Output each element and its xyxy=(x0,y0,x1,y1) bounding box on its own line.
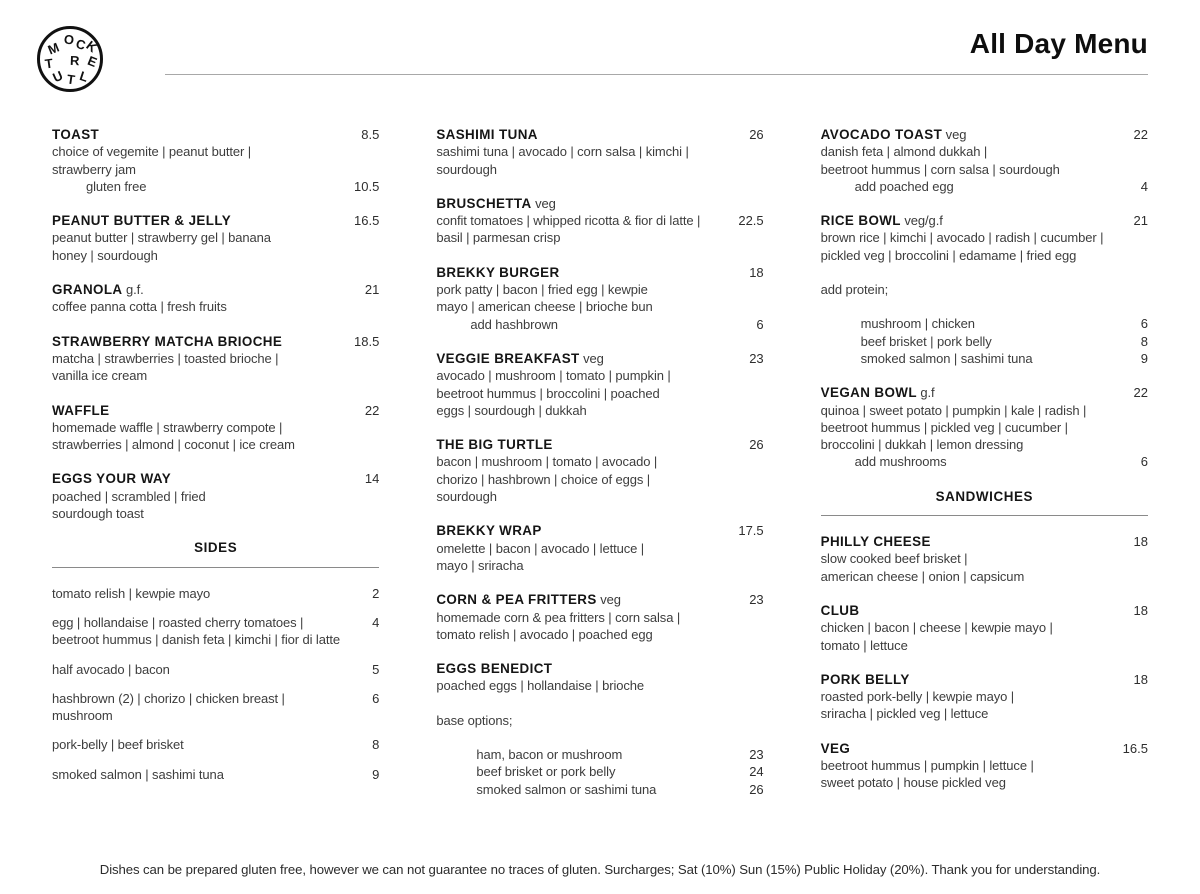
desc-text: matcha | strawberries | toasted brioche | xyxy=(52,350,279,366)
desc-text: tomato | lettuce xyxy=(820,637,908,653)
menu-item xyxy=(52,126,379,195)
menu-item-title-row xyxy=(52,333,379,350)
menu-item-title-row xyxy=(436,591,763,608)
addon-price: 4 xyxy=(1137,178,1148,195)
desc-text: beetroot hummus | broccolini | poached xyxy=(436,385,660,401)
footer-note: Dishes can be prepared gluten free, however we can not guarantee no traces of gluten. Surcharges; Sat (10%) Sun (15%) Public Holiday (20%). Thank you for understanding. xyxy=(99,862,1101,877)
addon-label: gluten free xyxy=(86,178,147,194)
sides-item xyxy=(52,766,379,783)
desc-text: beetroot hummus | pickled veg | cucumber | xyxy=(820,419,1068,435)
desc-text: poached eggs | hollandaise | brioche xyxy=(436,678,645,694)
desc-text: bacon | mushroom | tomato | avocado | xyxy=(436,454,658,470)
menu-item xyxy=(52,402,379,454)
menu-item-desc-line xyxy=(821,568,1148,585)
menu-item-title-row xyxy=(436,660,763,677)
desc-text: sriracha | pickled veg | lettuce xyxy=(820,706,989,722)
menu-item-title-row xyxy=(436,264,763,281)
menu-item-title-row xyxy=(52,402,379,419)
menu-item-name: CLUB xyxy=(820,602,860,618)
addon-price: 6 xyxy=(752,316,763,333)
sides-item-line xyxy=(52,690,379,707)
menu-item-name: VEGAN BOWL xyxy=(820,385,917,401)
menu-item xyxy=(52,281,379,316)
menu-item-desc-line xyxy=(436,626,763,643)
sides-item-line xyxy=(52,707,379,724)
section-divider xyxy=(52,567,379,568)
menu-item-price: 18.5 xyxy=(350,333,379,350)
logo-letter: O xyxy=(63,31,75,48)
menu-item-desc-line xyxy=(821,637,1148,654)
desc-text: coffee panna cotta | fresh fruits xyxy=(52,299,227,315)
menu-item-desc-line xyxy=(436,143,763,160)
menu-item-desc-line xyxy=(436,471,763,488)
desc-text: hashbrown (2) | chorizo | chicken breast | xyxy=(52,690,285,706)
menu-item-price: 18 xyxy=(1130,533,1148,550)
page-title: All Day Menu xyxy=(969,28,1148,59)
menu-item-name: GRANOLA xyxy=(52,282,123,298)
menu-item-price: 26 xyxy=(745,126,763,143)
menu-item-desc-line xyxy=(821,688,1148,705)
menu-item xyxy=(436,591,763,643)
menu-item-name: CORN & PEA FRITTERS xyxy=(436,592,597,608)
menu-item-desc-line xyxy=(52,247,379,264)
menu-item-diet-tag: veg xyxy=(596,592,621,608)
menu-item-desc-line xyxy=(821,402,1148,419)
menu-item xyxy=(821,384,1148,470)
menu-item-desc-line xyxy=(436,281,763,298)
menu-item-price: 26 xyxy=(745,436,763,453)
menu-item-desc-line xyxy=(821,757,1148,774)
desc-text: american cheese | onion | capsicum xyxy=(820,568,1025,584)
options-price: 24 xyxy=(745,763,763,780)
menu-item-price: 23 xyxy=(745,350,763,367)
sides-item-price: 2 xyxy=(368,585,379,602)
sides-item xyxy=(52,690,379,725)
menu-item-desc-line xyxy=(436,557,763,574)
options-list xyxy=(436,746,763,798)
logo-letter: M xyxy=(45,39,62,58)
menu-item-name: BREKKY WRAP xyxy=(436,523,542,539)
menu-item-title-row xyxy=(52,281,379,298)
addon-label: add hashbrown xyxy=(470,316,558,332)
menu-item-desc-line xyxy=(821,619,1148,636)
menu-column-2 xyxy=(436,126,763,815)
menu-item-desc-line xyxy=(436,212,763,229)
menu-item-desc-line xyxy=(52,350,379,367)
menu-item xyxy=(436,126,763,178)
addon-price: 6 xyxy=(1137,453,1148,470)
menu-item-desc-line xyxy=(436,488,763,505)
sides-item-line xyxy=(52,661,379,678)
menu-item xyxy=(52,212,379,264)
desc-text: avocado | mushroom | tomato | pumpkin | xyxy=(436,368,671,384)
options-note: base options; xyxy=(436,712,513,728)
menu-item-desc-line xyxy=(52,488,379,505)
menu-item-desc-line xyxy=(436,402,763,419)
menu-item xyxy=(821,602,1148,654)
options-label: beef brisket or pork belly xyxy=(476,764,616,780)
section-heading: SIDES xyxy=(194,540,238,556)
menu-item-desc-line xyxy=(436,298,763,315)
menu-item-desc-line xyxy=(436,385,763,402)
options-price: 23 xyxy=(745,746,763,763)
section-divider xyxy=(821,515,1148,516)
options-price: 26 xyxy=(745,781,763,798)
menu-item-diet-tag: veg xyxy=(942,127,967,142)
menu-item-desc-line xyxy=(821,705,1148,722)
desc-text: tomato relish | kewpie mayo xyxy=(52,585,211,601)
desc-text: homemade corn & pea fritters | corn salsa | xyxy=(436,609,681,625)
menu-item-price: 16.5 xyxy=(350,212,379,229)
menu-item-name: PEANUT BUTTER & JELLY xyxy=(52,213,232,229)
desc-text: omelette | bacon | avocado | lettuce | xyxy=(436,540,645,556)
menu-item-price: 18 xyxy=(745,264,763,281)
sides-item-price: 9 xyxy=(368,766,379,783)
desc-text: homemade waffle | strawberry compote | xyxy=(52,419,283,435)
menu-item-price: 16.5 xyxy=(1119,740,1148,757)
menu-item-name: RICE BOWL xyxy=(820,213,901,229)
desc-text: choice of vegemite | peanut butter | xyxy=(52,144,251,160)
desc-text: eggs | sourdough | dukkah xyxy=(436,402,587,418)
menu-item-title-row xyxy=(821,671,1148,688)
desc-text: confit tomatoes | whipped ricotta & fior di latte | xyxy=(436,213,701,229)
menu-item-name: THE BIG TURTLE xyxy=(436,437,553,453)
menu-item-name: EGGS YOUR WAY xyxy=(52,471,172,487)
menu-item-title-row xyxy=(52,126,379,143)
menu-item-price: 8.5 xyxy=(357,126,379,143)
desc-text: strawberry jam xyxy=(52,161,136,177)
menu-item-title-row xyxy=(821,533,1148,550)
desc-text: danish feta | almond dukkah | xyxy=(820,144,988,160)
sides-item-price: 5 xyxy=(368,661,379,678)
desc-text: broccolini | dukkah | lemon dressing xyxy=(820,437,1024,453)
sides-item-price: 4 xyxy=(368,614,379,631)
logo-letter: K xyxy=(83,37,101,56)
desc-text: half avocado | bacon xyxy=(52,661,170,677)
menu-item-desc-line xyxy=(52,419,379,436)
options-row xyxy=(436,781,763,798)
menu-item-desc-line xyxy=(52,505,379,522)
menu-item-diet-tag: veg/g.f xyxy=(900,213,943,229)
sides-item-line xyxy=(52,736,379,753)
menu-item-name: AVOCADO TOAST xyxy=(820,127,943,142)
desc-text: pork-belly | beef brisket xyxy=(52,737,184,753)
sides-item xyxy=(52,585,379,602)
desc-text: chorizo | hashbrown | choice of eggs | xyxy=(436,471,651,487)
menu-item-diet-tag: veg xyxy=(531,195,556,211)
desc-text: mayo | sriracha xyxy=(436,557,524,573)
menu-item-price: 21 xyxy=(361,281,379,298)
menu-item-desc-line xyxy=(821,550,1148,567)
menu-item-price: 17.5 xyxy=(734,522,763,539)
sides-item xyxy=(52,736,379,753)
logo-letter: R xyxy=(69,52,80,69)
menu-item-addon xyxy=(436,316,763,333)
menu-item-title-row xyxy=(436,522,763,539)
menu-item-price: 14 xyxy=(361,470,379,487)
menu-item xyxy=(436,436,763,505)
desc-text: pickled veg | broccolini | edamame | fried egg xyxy=(820,247,1077,263)
options-row xyxy=(436,763,763,780)
desc-text: vanilla ice cream xyxy=(52,368,148,384)
menu-item-desc-line xyxy=(52,298,379,315)
logo-mark xyxy=(37,26,103,92)
desc-text: chicken | bacon | cheese | kewpie mayo | xyxy=(820,620,1053,636)
sides-item-line xyxy=(52,766,379,783)
menu-item-desc-line xyxy=(52,229,379,246)
logo-letter: T xyxy=(65,71,76,88)
menu-item-desc-line xyxy=(436,540,763,557)
menu-item-title-row xyxy=(821,126,1148,143)
menu-item-name: PHILLY CHEESE xyxy=(820,534,931,550)
sides-item-line xyxy=(52,585,379,602)
menu-item-title-row xyxy=(436,350,763,367)
menu-item xyxy=(821,740,1148,792)
options-note: add protein; xyxy=(820,282,889,298)
menu-item-diet-tag: veg xyxy=(579,350,604,366)
menu-item xyxy=(436,522,763,574)
menu-item-desc-line xyxy=(821,229,1148,246)
menu-item-desc-line xyxy=(52,436,379,453)
menu-item-price: 18 xyxy=(1130,602,1148,619)
menu-item-title-row xyxy=(436,126,763,143)
desc-text: pork patty | bacon | fried egg | kewpie xyxy=(436,282,648,298)
menu-item-name: PORK BELLY xyxy=(820,671,910,687)
menu-item-desc-line xyxy=(52,367,379,384)
menu-item-name: VEG xyxy=(820,740,851,756)
desc-text: basil | parmesan crisp xyxy=(436,230,561,246)
menu-item-price: 22 xyxy=(1130,126,1148,143)
logo-letter: U xyxy=(50,67,66,86)
menu-item xyxy=(821,126,1148,195)
desc-text: beetroot hummus | danish feta | kimchi | fior di latte xyxy=(52,632,340,648)
menu-item-desc-line xyxy=(821,436,1148,453)
desc-text: smoked salmon | sashimi tuna xyxy=(52,766,224,782)
menu-item-desc-line xyxy=(821,247,1148,264)
menu-item-name: BRUSCHETTA xyxy=(436,195,532,211)
menu-item-desc-line xyxy=(821,774,1148,791)
desc-text: sweet potato | house pickled veg xyxy=(820,775,1006,791)
menu-item-name: VEGGIE BREAKFAST xyxy=(436,350,580,366)
menu-item-name: SASHIMI TUNA xyxy=(436,127,538,142)
menu-item-desc-line xyxy=(436,161,763,178)
menu-item-addon xyxy=(52,178,379,195)
menu-item-title-row xyxy=(821,602,1148,619)
options-label: mushroom | chicken xyxy=(860,316,975,332)
menu-item xyxy=(821,533,1148,585)
menu-item-title-row xyxy=(436,436,763,453)
options-row xyxy=(821,333,1148,350)
menu-item-title-row xyxy=(52,470,379,487)
menu-item-price: 22 xyxy=(1130,384,1148,401)
options-label: smoked salmon or sashimi tuna xyxy=(476,781,657,797)
addon-price: 10.5 xyxy=(350,178,379,195)
menu-item-diet-tag: g.f. xyxy=(122,282,144,298)
logo-letter: L xyxy=(77,68,91,85)
addon-label: add mushrooms xyxy=(854,454,947,470)
menu-item-addon xyxy=(821,178,1148,195)
menu-item-name: WAFFLE xyxy=(52,402,110,418)
menu-item xyxy=(436,660,763,695)
menu-item-desc-line xyxy=(821,419,1148,436)
menu-item xyxy=(52,333,379,385)
logo-letter: T xyxy=(43,55,54,72)
desc-text: poached | scrambled | fried xyxy=(52,488,206,504)
sides-item-line xyxy=(52,631,379,648)
options-label: smoked salmon | sashimi tuna xyxy=(860,350,1033,366)
desc-text: mushroom xyxy=(52,708,113,724)
menu-item-desc-line xyxy=(52,161,379,178)
menu-item-name: STRAWBERRY MATCHA BRIOCHE xyxy=(52,333,283,349)
menu-item xyxy=(436,195,763,247)
menu-item-desc-line xyxy=(436,229,763,246)
desc-text: sourdough xyxy=(436,161,497,177)
menu-item xyxy=(821,671,1148,723)
logo-letter: E xyxy=(85,52,100,71)
desc-text: sourdough toast xyxy=(52,506,144,522)
menu-item-desc-line xyxy=(436,609,763,626)
options-price: 6 xyxy=(1137,315,1148,332)
desc-text: mayo | american cheese | brioche bun xyxy=(436,299,653,315)
options-label: beef brisket | pork belly xyxy=(860,333,992,349)
menu-item-title-row xyxy=(821,212,1148,229)
menu-item-desc-line xyxy=(821,161,1148,178)
menu-item-price: 22.5 xyxy=(734,212,763,229)
desc-text: slow cooked beef brisket | xyxy=(820,551,968,567)
sides-item xyxy=(52,614,379,649)
sides-item-price: 6 xyxy=(368,690,379,707)
sides-item-price: 8 xyxy=(368,736,379,753)
menu-item xyxy=(821,212,1148,264)
menu-item-price: 21 xyxy=(1130,212,1148,229)
logo-letter: C xyxy=(74,35,88,54)
menu-item xyxy=(436,350,763,419)
desc-text: roasted pork-belly | kewpie mayo | xyxy=(820,689,1015,705)
menu-item-title-row xyxy=(52,212,379,229)
options-price: 8 xyxy=(1137,333,1148,350)
options-label: ham, bacon or mushroom xyxy=(476,747,623,763)
section-heading: SANDWICHES xyxy=(935,488,1034,504)
desc-text: sashimi tuna | avocado | corn salsa | kimchi | xyxy=(436,144,689,160)
options-row xyxy=(436,746,763,763)
menu-item-price: 23 xyxy=(745,591,763,608)
header-divider xyxy=(165,74,1148,75)
desc-text: brown rice | kimchi | avocado | radish | cucumber | xyxy=(820,230,1104,246)
menu-item-name: EGGS BENEDICT xyxy=(436,661,553,677)
menu-item-addon xyxy=(821,453,1148,470)
sides-item xyxy=(52,661,379,678)
sides-item-line xyxy=(52,614,379,631)
desc-text: quinoa | sweet potato | pumpkin | kale | radish | xyxy=(820,402,1087,418)
addon-label: add poached egg xyxy=(854,178,954,194)
menu-item-desc-line xyxy=(436,677,763,694)
menu-item-title-row xyxy=(821,384,1148,401)
desc-text: strawberries | almond | coconut | ice cream xyxy=(52,437,295,453)
desc-text: sourdough xyxy=(436,489,497,505)
desc-text: egg | hollandaise | roasted cherry tomatoes | xyxy=(52,614,304,630)
desc-text: tomato relish | avocado | poached egg xyxy=(436,626,653,642)
menu-columns xyxy=(52,126,1148,815)
options-row xyxy=(821,350,1148,367)
options-price: 9 xyxy=(1137,350,1148,367)
menu-item-price: 22 xyxy=(361,402,379,419)
menu-item-desc-line xyxy=(52,143,379,160)
menu-item-price: 18 xyxy=(1130,671,1148,688)
desc-text: beetroot hummus | corn salsa | sourdough xyxy=(820,161,1060,177)
menu-item-title-row xyxy=(821,740,1148,757)
menu-item-desc-line xyxy=(436,367,763,384)
desc-text: peanut butter | strawberry gel | banana xyxy=(52,230,271,246)
menu-item-desc-line xyxy=(436,453,763,470)
menu-item-diet-tag: g.f xyxy=(916,385,935,401)
menu-item xyxy=(436,264,763,333)
desc-text: honey | sourdough xyxy=(52,247,158,263)
desc-text: beetroot hummus | pumpkin | lettuce | xyxy=(820,758,1034,774)
options-list xyxy=(821,315,1148,367)
options-row xyxy=(821,315,1148,332)
menu-item-desc-line xyxy=(821,143,1148,160)
menu-item-name: TOAST xyxy=(52,127,100,142)
menu-item xyxy=(52,470,379,522)
menu-column-1 xyxy=(52,126,379,795)
menu-item-name: BREKKY BURGER xyxy=(436,264,560,280)
menu-item-title-row xyxy=(436,195,763,212)
menu-column-3 xyxy=(821,126,1148,809)
